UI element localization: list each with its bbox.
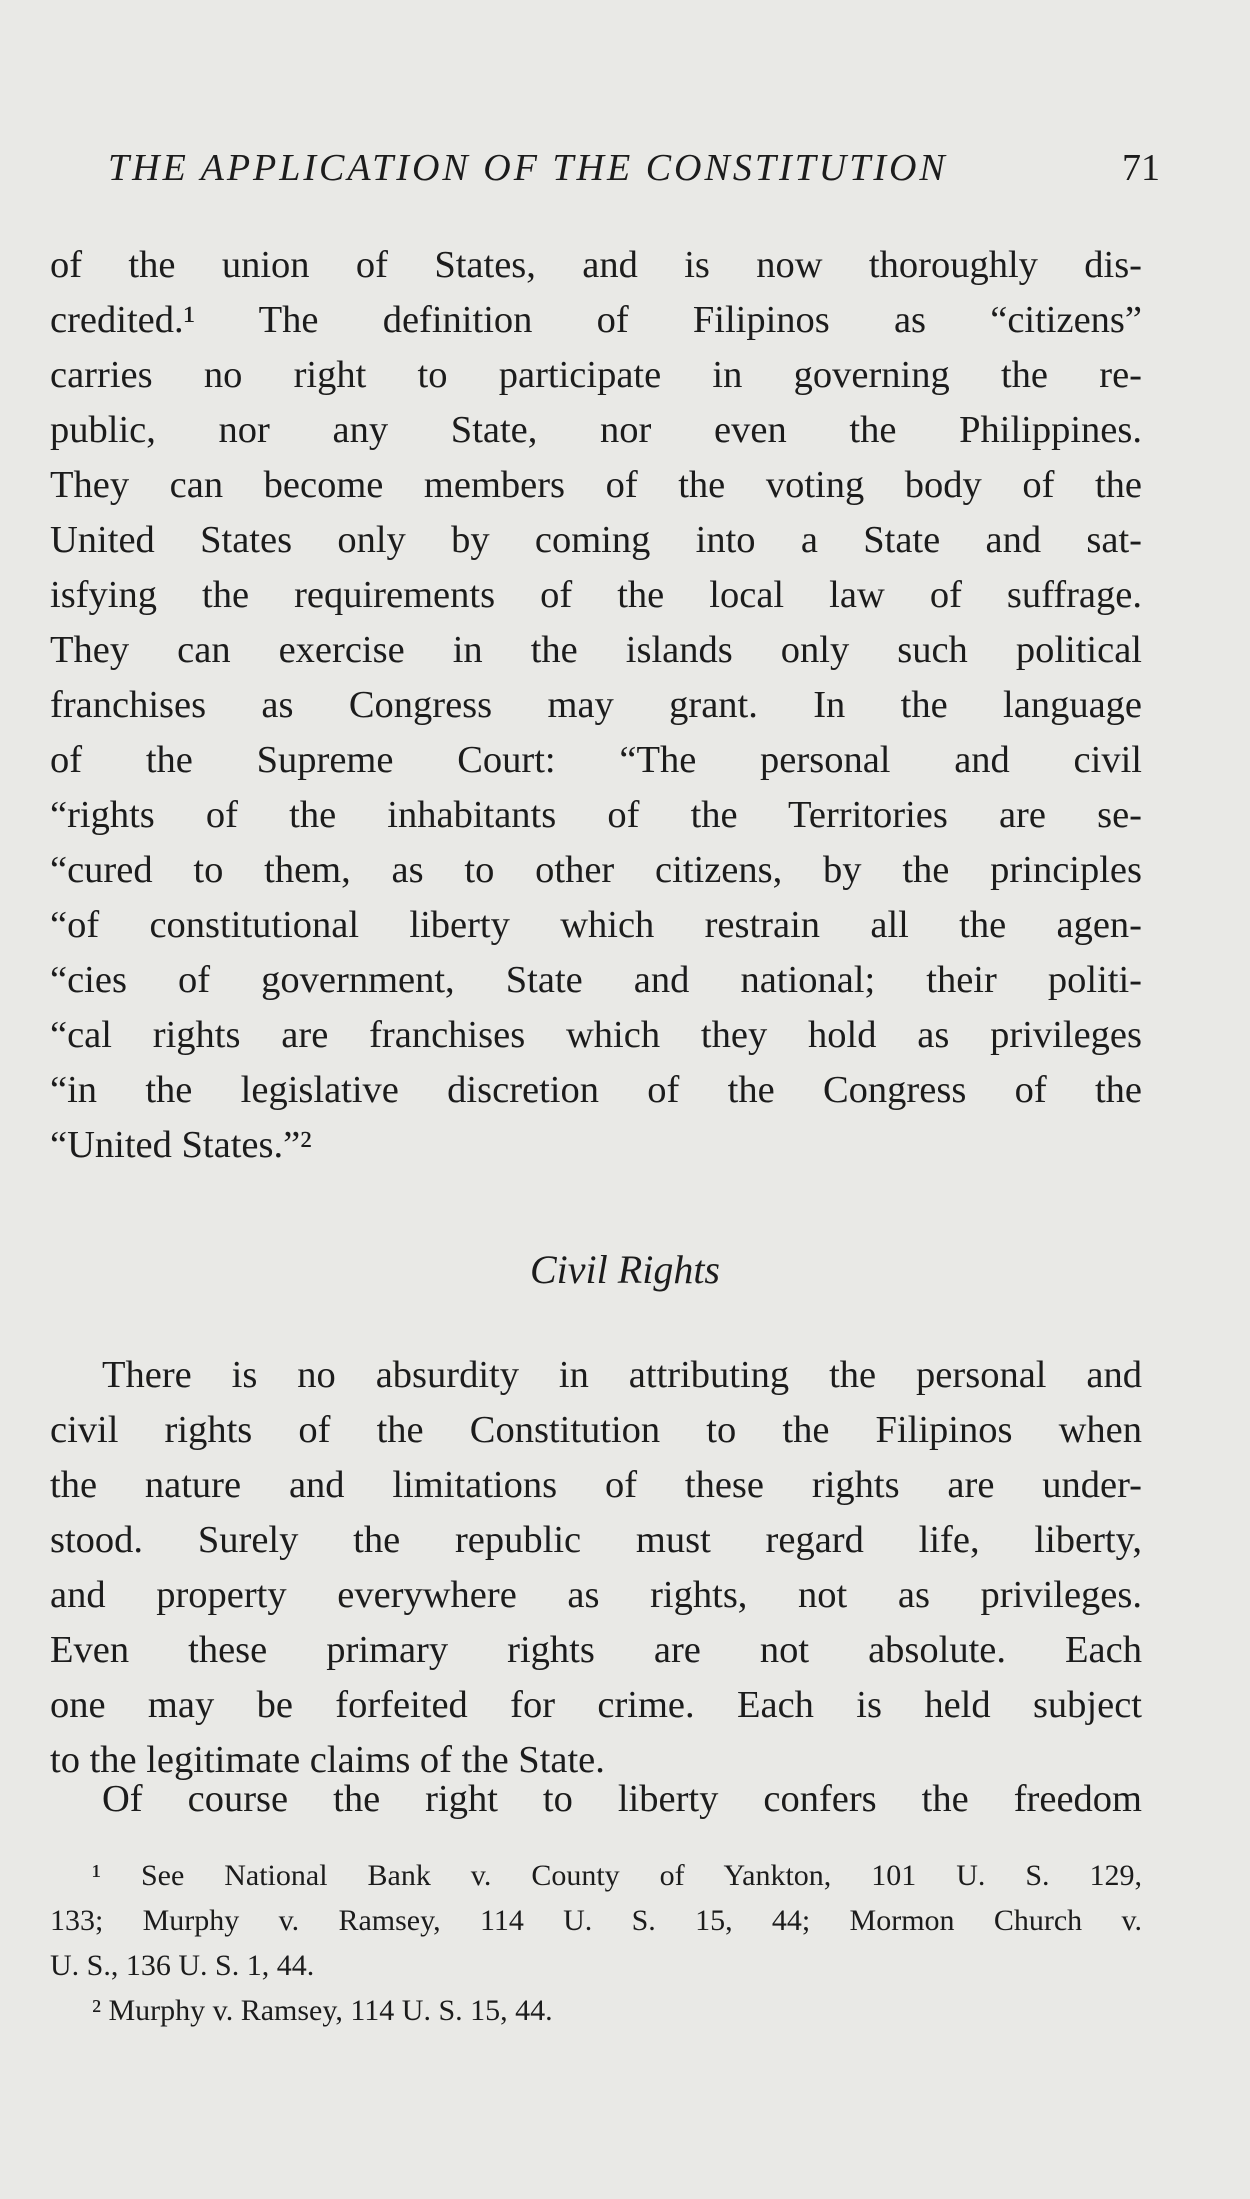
- text-line: franchises as Congress may grant. In the language: [50, 684, 1142, 726]
- text-line: isfying the requirements of the local law of suffrage.: [50, 574, 1142, 616]
- footnotes: [50, 1853, 1142, 2033]
- text-line: the nature and limitations of these rights are under-: [50, 1464, 1142, 1506]
- text-line: civil rights of the Constitution to the Filipinos when: [50, 1409, 1142, 1451]
- running-head: [108, 144, 1160, 192]
- text-line: “of constitutional liberty which restrain all the agen-: [50, 904, 1142, 946]
- footnote-line: ¹ See National Bank v. County of Yankton, 101 U. S. 129,: [92, 1859, 1142, 1892]
- text-line: and property everywhere as rights, not as privileges.: [50, 1574, 1142, 1616]
- paragraph-3: [50, 1772, 1142, 1827]
- text-line: of the union of States, and is now thoroughly dis-: [50, 244, 1142, 286]
- text-line: There is no absurdity in attributing the personal and: [102, 1354, 1142, 1396]
- text-line: to the legitimate claims of the State.: [50, 1739, 605, 1781]
- text-line: “cal rights are franchises which they hold as privileges: [50, 1014, 1142, 1056]
- footnote-line: U. S., 136 U. S. 1, 44.: [50, 1949, 315, 1982]
- paragraph-2: [50, 1348, 1142, 1788]
- text-line: Even these primary rights are not absolute. Each: [50, 1629, 1142, 1671]
- page-number: 71: [1122, 147, 1160, 189]
- text-line: “cies of government, State and national; their politi-: [50, 959, 1142, 1001]
- text-line: stood. Surely the republic must regard life, liberty,: [50, 1519, 1142, 1561]
- text-line: “United States.”²: [50, 1124, 312, 1166]
- text-line: “cured to them, as to other citizens, by the principles: [50, 849, 1142, 891]
- footnote-line: ² Murphy v. Ramsey, 114 U. S. 15, 44.: [92, 1994, 553, 2027]
- paragraph-1: [50, 238, 1142, 1173]
- text-line: Of course the right to liberty confers the freedom: [102, 1778, 1142, 1820]
- text-line: public, nor any State, nor even the Philippines.: [50, 409, 1142, 451]
- text-line: “in the legislative discretion of the Congress of the: [50, 1069, 1142, 1111]
- text-line: “rights of the inhabitants of the Territories are se-: [50, 794, 1142, 836]
- text-line: They can become members of the voting body of the: [50, 464, 1142, 506]
- footnote-line: 133; Murphy v. Ramsey, 114 U. S. 15, 44; Mormon Church v.: [50, 1904, 1142, 1937]
- text-line: credited.¹ The definition of Filipinos as “citizens”: [50, 299, 1142, 341]
- text-line: carries no right to participate in governing the re-: [50, 354, 1142, 396]
- text-line: of the Supreme Court: “The personal and civil: [50, 739, 1142, 781]
- running-head-title: THE APPLICATION OF THE CONSTITUTION: [108, 147, 948, 189]
- text-line: United States only by coming into a State and sat-: [50, 519, 1142, 561]
- text-line: They can exercise in the islands only such political: [50, 629, 1142, 671]
- section-heading: Civil Rights: [530, 1247, 720, 1292]
- text-line: one may be forfeited for crime. Each is held subject: [50, 1684, 1142, 1726]
